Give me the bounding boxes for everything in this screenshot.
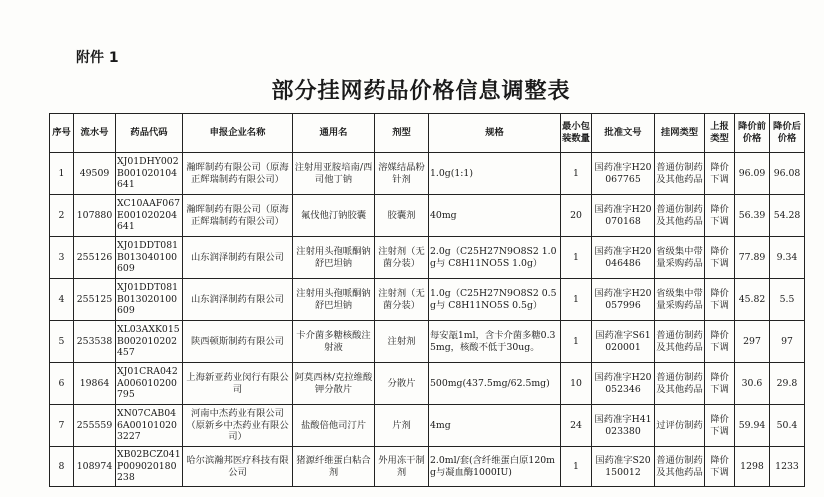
cell-company: 陕西顿斯制药有限公司 [183,321,293,363]
cell-listing-type: 省级集中带量采购药品 [655,237,705,279]
cell-drug-code: XJ01CRA042A006010200795 [116,363,183,405]
cell-price-before: 45.82 [735,279,770,321]
cell-dosage-form: 注射剂（无菌分装） [375,279,429,321]
cell-seq: 3 [50,237,74,279]
cell-approval-no: 国药准字H20067765 [592,153,655,195]
cell-serial-no: 19864 [74,363,116,405]
cell-price-before: 77.89 [735,237,770,279]
cell-seq: 8 [50,447,74,487]
cell-generic-name: 阿莫西林/克拉维酸钾分散片 [293,363,375,405]
cell-listing-type: 普通仿制药及其他药品 [655,321,705,363]
header-seq: 序号 [50,114,74,153]
cell-company: 上海新亚药业闵行有限公司 [183,363,293,405]
cell-seq: 2 [50,195,74,237]
cell-spec: 500mg(437.5mg/62.5mg) [429,363,561,405]
table-row [50,363,805,405]
cell-generic-name: 注射用头孢哌酮钠舒巴坦钠 [293,279,375,321]
cell-serial-no: 49509 [74,153,116,195]
cell-spec: 1.0g（C25H27N9O8S2 0.5g与 C8H11NO5S 0.5g） [429,279,561,321]
cell-listing-type: 普通仿制药及其他药品 [655,153,705,195]
cell-report-type: 降价下调 [705,321,735,363]
table-row [50,447,805,487]
cell-price-before: 30.6 [735,363,770,405]
cell-dosage-form: 外用冻干制剂 [375,447,429,487]
cell-min-pack: 20 [561,195,592,237]
cell-min-pack: 1 [561,447,592,487]
cell-price-after: 5.5 [770,279,805,321]
cell-listing-type: 普通仿制药及其他药品 [655,195,705,237]
cell-spec: 4mg [429,405,561,447]
price-adjustment-table [49,113,805,487]
cell-dosage-form: 胶囊剂 [375,195,429,237]
cell-seq: 7 [50,405,74,447]
cell-drug-code: XC10AAF067E001020204641 [116,195,183,237]
table-row [50,405,805,447]
cell-approval-no: 国药准字H41023380 [592,405,655,447]
cell-seq: 6 [50,363,74,405]
cell-price-before: 59.94 [735,405,770,447]
cell-price-after: 29.8 [770,363,805,405]
cell-spec: 40mg [429,195,561,237]
cell-price-before: 96.09 [735,153,770,195]
cell-company: 山东润泽制药有限公司 [183,237,293,279]
cell-approval-no: 国药准字H20052346 [592,363,655,405]
cell-price-after: 50.4 [770,405,805,447]
cell-drug-code: XL03AXK015B002010202457 [116,321,183,363]
cell-serial-no: 107880 [74,195,116,237]
cell-price-after: 97 [770,321,805,363]
cell-min-pack: 24 [561,405,592,447]
cell-min-pack: 1 [561,321,592,363]
cell-seq: 1 [50,153,74,195]
header-serial-no: 流水号 [74,114,116,153]
cell-generic-name: 猪源纤维蛋白粘合剂 [293,447,375,487]
header-price-before: 降价前价格 [735,114,770,153]
header-drug-code: 药品代码 [116,114,183,153]
cell-price-after: 96.08 [770,153,805,195]
table-row [50,153,805,195]
cell-generic-name: 盐酸倍他司汀片 [293,405,375,447]
cell-company: 瀚晖制药有限公司（原海正辉瑞制药有限公司） [183,195,293,237]
cell-generic-name: 氟伐他汀钠胶囊 [293,195,375,237]
cell-approval-no: 国药准字H20057996 [592,279,655,321]
header-spec: 规格 [429,114,561,153]
cell-report-type: 降价下调 [705,153,735,195]
cell-price-after: 9.34 [770,237,805,279]
cell-drug-code: XJ01DDT081B013040100609 [116,237,183,279]
cell-listing-type: 过评仿制药 [655,405,705,447]
cell-price-after: 54.28 [770,195,805,237]
cell-approval-no: 国药准字H20070168 [592,195,655,237]
cell-serial-no: 253538 [74,321,116,363]
cell-min-pack: 1 [561,153,592,195]
header-listing-type: 挂网类型 [655,114,705,153]
cell-serial-no: 255559 [74,405,116,447]
cell-dosage-form: 片剂 [375,405,429,447]
cell-approval-no: 国药准字S61020001 [592,321,655,363]
cell-min-pack: 10 [561,363,592,405]
cell-price-after: 1233 [770,447,805,487]
cell-dosage-form: 注射剂 [375,321,429,363]
cell-dosage-form: 分散片 [375,363,429,405]
cell-generic-name: 注射用头孢哌酮钠舒巴坦钠 [293,237,375,279]
header-price-after: 降价后价格 [770,114,805,153]
cell-generic-name: 注射用亚胺培南/西司他丁钠 [293,153,375,195]
cell-seq: 5 [50,321,74,363]
document-title: 部分挂网药品价格信息调整表 [271,79,571,104]
table-row [50,237,805,279]
cell-drug-code: XN07CAB046A001010203227 [116,405,183,447]
cell-spec: 2.0ml/套(含纤维蛋白原120mg与凝血酶1000IU) [429,447,561,487]
cell-report-type: 降价下调 [705,447,735,487]
header-min-pack: 最小包装数量 [561,114,592,153]
cell-dosage-form: 溶媒结晶粉针剂 [375,153,429,195]
cell-approval-no: 国药准字S20150012 [592,447,655,487]
header-report-type: 上报类型 [705,114,735,153]
table-header-row [50,114,805,153]
cell-company: 瀚晖制药有限公司（原海正辉瑞制药有限公司） [183,153,293,195]
cell-min-pack: 1 [561,279,592,321]
cell-price-before: 1298 [735,447,770,487]
attachment-label: 附件 1 [76,50,119,66]
cell-report-type: 降价下调 [705,363,735,405]
cell-listing-type: 普通仿制药及其他药品 [655,447,705,487]
cell-report-type: 降价下调 [705,405,735,447]
cell-company: 哈尔滨瀚邦医疗科技有限公司 [183,447,293,487]
table-row [50,195,805,237]
cell-approval-no: 国药准字H20046486 [592,237,655,279]
header-dosage-form: 剂型 [375,114,429,153]
cell-generic-name: 卡介菌多糖核酸注射液 [293,321,375,363]
cell-spec: 每安瓿1ml，含卡介菌多糖0.35mg，核酸不低于30ug。 [429,321,561,363]
cell-report-type: 降价下调 [705,237,735,279]
cell-spec: 1.0g(1:1) [429,153,561,195]
cell-spec: 2.0g（C25H27N9O8S2 1.0g与 C8H11NO5S 1.0g） [429,237,561,279]
table-row [50,321,805,363]
cell-price-before: 56.39 [735,195,770,237]
cell-drug-code: XB02BCZ041P009020180238 [116,447,183,487]
cell-serial-no: 255126 [74,237,116,279]
header-company: 申报企业名称 [183,114,293,153]
cell-serial-no: 108974 [74,447,116,487]
cell-serial-no: 255125 [74,279,116,321]
cell-min-pack: 1 [561,237,592,279]
cell-company: 河南中杰药业有限公司（原新乡中杰药业有限公司） [183,405,293,447]
cell-dosage-form: 注射剂（无菌分装） [375,237,429,279]
cell-drug-code: XJ01DHY002B001020104641 [116,153,183,195]
cell-price-before: 297 [735,321,770,363]
table-body [50,153,805,487]
cell-listing-type: 省级集中带量采购药品 [655,279,705,321]
cell-report-type: 降价下调 [705,195,735,237]
cell-seq: 4 [50,279,74,321]
cell-report-type: 降价下调 [705,279,735,321]
table-row [50,279,805,321]
cell-company: 山东润泽制药有限公司 [183,279,293,321]
cell-listing-type: 普通仿制药及其他药品 [655,363,705,405]
header-approval-no: 批准文号 [592,114,655,153]
cell-drug-code: XJ01DDT081B013020100609 [116,279,183,321]
header-generic-name: 通用名 [293,114,375,153]
